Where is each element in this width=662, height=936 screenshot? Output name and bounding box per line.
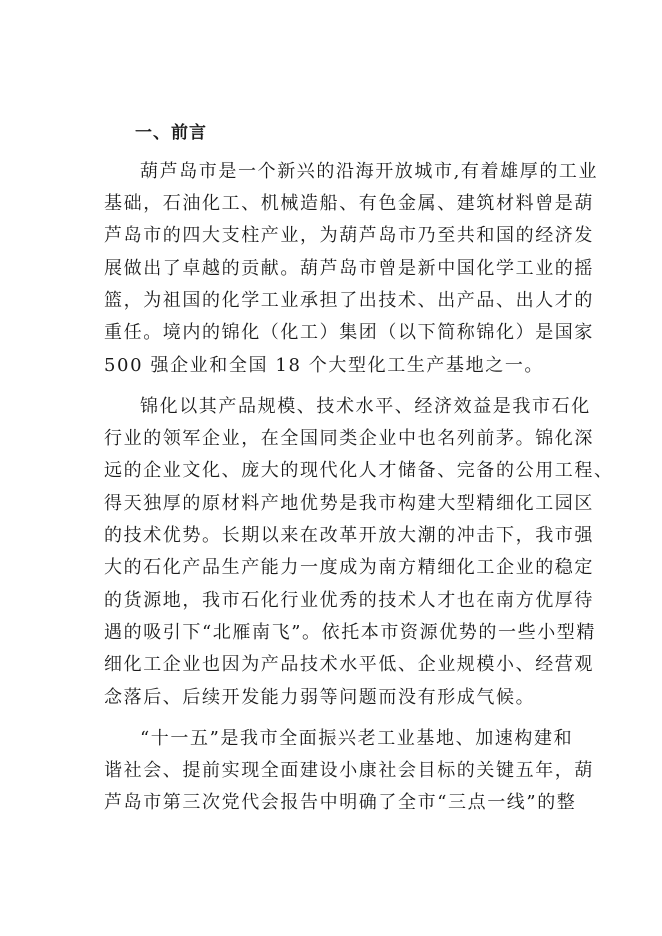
paragraph-2-line-5: 的技术优势。长期以来在改革开放大潮的冲击下，我市强: [104, 525, 594, 546]
paragraph-2-line-8: 遇的吸引下“北雁南飞”。依托本市资源优势的一些小型精: [104, 622, 597, 643]
paragraph-2-line-6: 大的石化产品生产能力一度成为南方精细化工企业的稳定: [104, 557, 594, 578]
paragraph-2-line-1: 锦化以其产品规模、技术水平、经济效益是我市石化: [140, 396, 591, 417]
paragraph-1-line-4: 展做出了卓越的贡献。葫芦岛市曾是新中国化学工业的摇: [104, 258, 594, 279]
paragraph-2-line-4: 得天独厚的原材料产地优势是我市构建大型精细化工园区: [104, 493, 594, 514]
paragraph-3-line-2: 谐社会、提前实现全面建设小康社会目标的关键五年，葫: [104, 760, 594, 781]
paragraph-2-line-3: 远的企业文化、庞大的现代化人才储备、完备的公用工程、: [104, 460, 614, 481]
paragraph-1-line-5: 篮，为祖国的化学工业承担了出技术、出产品、出人才的: [104, 290, 594, 311]
paragraph-3-line-1: “十一五”是我市全面振兴老工业基地、加速构建和: [140, 728, 574, 749]
section-heading: 一、前言: [135, 123, 207, 143]
paragraph-1-line-2: 基础，石油化工、机械造船、有色金属、建筑材料曾是葫: [104, 193, 594, 214]
paragraph-1-line-7: 500 强企业和全国 18 个大型化工生产基地之一。: [104, 355, 545, 376]
paragraph-1-line-6: 重任。境内的锦化（化工）集团（以下简称锦化）是国家: [104, 322, 594, 343]
paragraph-2-line-9: 细化工企业也因为产品技术水平低、企业规模小、经营观: [104, 654, 594, 675]
paragraph-1-line-1: 葫芦岛市是一个新兴的沿海开放城市,有着雄厚的工业: [140, 161, 599, 182]
paragraph-2-line-7: 的货源地，我市石化行业优秀的技术人才也在南方优厚待: [104, 590, 594, 611]
paragraph-1-line-3: 芦岛市的四大支柱产业，为葫芦岛市乃至共和国的经济发: [104, 225, 594, 246]
paragraph-2-line-2: 行业的领军企业，在全国同类企业中也名列前茅。锦化深: [104, 428, 594, 449]
paragraph-2-line-10: 念落后、后续开发能力弱等问题而没有形成气候。: [104, 687, 536, 708]
paragraph-3-line-3: 芦岛市第三次党代会报告中明确了全市“三点一线”的整: [104, 792, 577, 813]
